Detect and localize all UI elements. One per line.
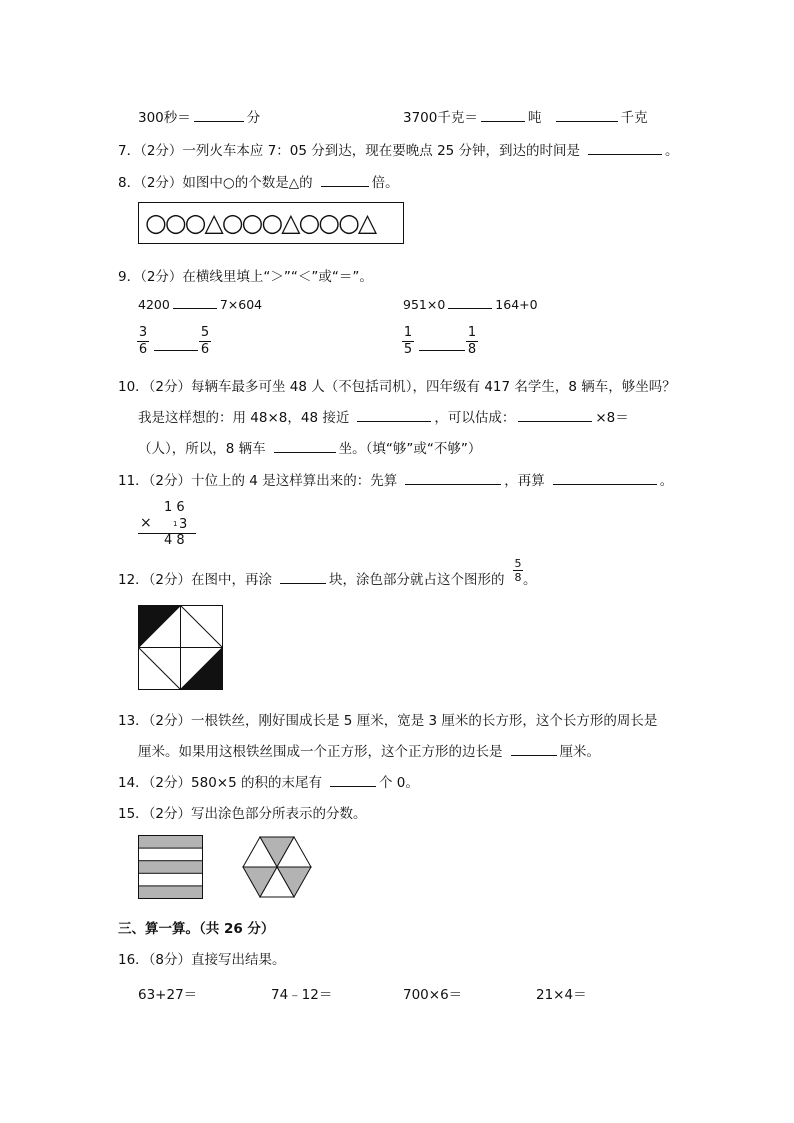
- answer-blank[interactable]: [518, 420, 592, 422]
- calc-item: 700×6＝: [403, 987, 463, 1003]
- answer-blank[interactable]: [280, 582, 326, 584]
- minute-unit: 分: [246, 110, 261, 126]
- q9-a-left: 4200: [138, 297, 170, 312]
- answer-blank[interactable]: [274, 451, 336, 453]
- fraction: [402, 325, 414, 358]
- answer-blank[interactable]: [330, 785, 376, 787]
- fraction-den: 6: [200, 342, 210, 357]
- answer-blank[interactable]: [481, 120, 525, 122]
- convert-kg: [403, 106, 648, 126]
- q11-end: 。: [659, 473, 674, 489]
- q7-text: 7．（2分）一列火车本应 7：05 分到达，现在要晚点 25 分钟，到达的时间是: [118, 143, 581, 159]
- carry-digit: 1: [173, 520, 178, 528]
- fraction: [466, 325, 478, 358]
- q7-end: 。: [665, 143, 679, 159]
- mult-result: 4 8: [164, 533, 185, 548]
- q14-end: 个 0。: [378, 775, 419, 791]
- circle-shape: ○: [338, 208, 358, 237]
- circle-shape: ○: [164, 208, 185, 237]
- q11-mid: ，再算: [504, 473, 545, 489]
- q12-end: 。: [523, 572, 537, 588]
- fraction: [199, 325, 211, 358]
- q13-line2: [138, 740, 600, 760]
- fraction-num: 1: [467, 325, 477, 340]
- mult-top-row: 1 6: [164, 500, 185, 515]
- seconds-expr: 300秒＝: [138, 110, 191, 126]
- fraction: [137, 325, 149, 358]
- q10-line2: [138, 406, 629, 426]
- mult-second-row: 3: [179, 517, 188, 532]
- q9-b-right: 164+0: [495, 297, 538, 312]
- hexagon-diagram: [242, 836, 312, 898]
- answer-blank[interactable]: [173, 307, 217, 309]
- answer-blank[interactable]: [321, 185, 369, 187]
- question-9: 9．（2分）在横线里填上“＞”“＜”或“＝”。: [118, 269, 373, 285]
- times-sign: ×: [140, 515, 152, 531]
- q9-a-right: 7×604: [219, 297, 263, 312]
- q13-line2-a: 厘米。如果用这根铁丝围成一个正方形，这个正方形的边长是: [138, 744, 503, 760]
- q8-text: 8．（2分）如图中○的个数是△的: [118, 175, 313, 191]
- circle-shape: ○: [298, 208, 319, 237]
- square-diagram: [138, 605, 224, 691]
- q10-line3-b: 坐。（填“够”或“不够”）: [338, 441, 482, 457]
- question-14: [118, 771, 419, 791]
- vertical-multiplication: [138, 498, 198, 548]
- q12-text: 12．（2分）在图中，再涂: [118, 572, 273, 588]
- question-13: 13．（2分）一根铁丝，刚好围成长是 5 厘米，宽是 3 厘米的长方形，这个长方形的周长是: [118, 713, 658, 729]
- question-11: [118, 469, 673, 489]
- q9-b-left: 951×0: [403, 297, 446, 312]
- q14-text: 14．（2分）580×5 的积的末尾有: [118, 775, 322, 791]
- striped-rectangle: [138, 835, 204, 900]
- fraction-num: 5: [514, 557, 522, 570]
- answer-blank[interactable]: [419, 350, 465, 351]
- question-10: 10．（2分）每辆车最多可坐 48 人（不包括司机），四年级有 417 名学生，8 辆车，够坐吗？: [118, 379, 676, 395]
- calc-item: 21×4＝: [536, 987, 587, 1003]
- fraction: [513, 557, 523, 584]
- triangle-shape: △: [204, 208, 222, 237]
- answer-blank[interactable]: [154, 350, 198, 351]
- q9-item-b: [403, 297, 538, 312]
- question-16: 16．（8分）直接写出结果。: [118, 952, 286, 968]
- circle-shape: ○: [184, 208, 205, 237]
- circle-shape: ○: [241, 208, 262, 237]
- fraction-den: 5: [403, 342, 413, 357]
- fraction-num: 3: [138, 325, 148, 340]
- q12-mid: 块，涂色部分就占这个图形的: [329, 572, 505, 588]
- calc-item: 74﹣12＝: [271, 987, 333, 1003]
- circle-shape: ○: [261, 208, 282, 237]
- answer-blank[interactable]: [448, 307, 492, 309]
- answer-blank[interactable]: [556, 120, 618, 122]
- ton-unit: 吨: [527, 110, 542, 126]
- circle-shape: ○: [221, 208, 242, 237]
- answer-blank[interactable]: [511, 754, 557, 756]
- fraction-den: 8: [467, 342, 477, 357]
- q11-text: 11．（2分）十位上的 4 是这样算出来的：先算: [118, 473, 398, 489]
- answer-blank[interactable]: [194, 120, 244, 122]
- circle-shape: ○: [318, 208, 339, 237]
- question-7: [118, 139, 679, 159]
- kg-expr: 3700千克＝: [403, 110, 478, 126]
- convert-seconds: [138, 106, 260, 126]
- q10-line2-c: ×8＝: [595, 410, 629, 426]
- triangle-shape: △: [281, 208, 299, 237]
- q10-line3: [138, 437, 481, 457]
- q10-line2-b: ，可以估成：: [434, 410, 516, 426]
- fraction-num: 5: [200, 325, 210, 340]
- section-title: 三、算一算。（共 26 分）: [118, 921, 275, 937]
- q9-item-a: [138, 297, 262, 312]
- q8-end: 倍。: [371, 175, 399, 191]
- calc-item: 63+27＝: [138, 987, 198, 1003]
- question-12: [118, 568, 505, 588]
- fraction-num: 1: [403, 325, 413, 340]
- q10-line3-a: （人），所以，8 辆车: [138, 441, 266, 457]
- fraction-den: 8: [514, 571, 522, 584]
- shapes-box: [138, 202, 404, 244]
- answer-blank[interactable]: [588, 153, 662, 155]
- kg-unit: 千克: [620, 110, 648, 126]
- q10-line2-a: 我是这样想的：用 48×8，48 接近: [138, 410, 350, 426]
- question-8: [118, 171, 399, 191]
- question-15: 15．（2分）写出涂色部分所表示的分数。: [118, 806, 367, 822]
- q13-line2-b: 厘米。: [559, 744, 600, 760]
- answer-blank[interactable]: [405, 483, 501, 485]
- answer-blank[interactable]: [553, 483, 657, 485]
- answer-blank[interactable]: [357, 420, 431, 422]
- triangle-shape: △: [357, 208, 376, 237]
- shapes-row: [145, 208, 375, 238]
- circle-shape: ○: [145, 208, 165, 237]
- fraction-den: 6: [138, 342, 148, 357]
